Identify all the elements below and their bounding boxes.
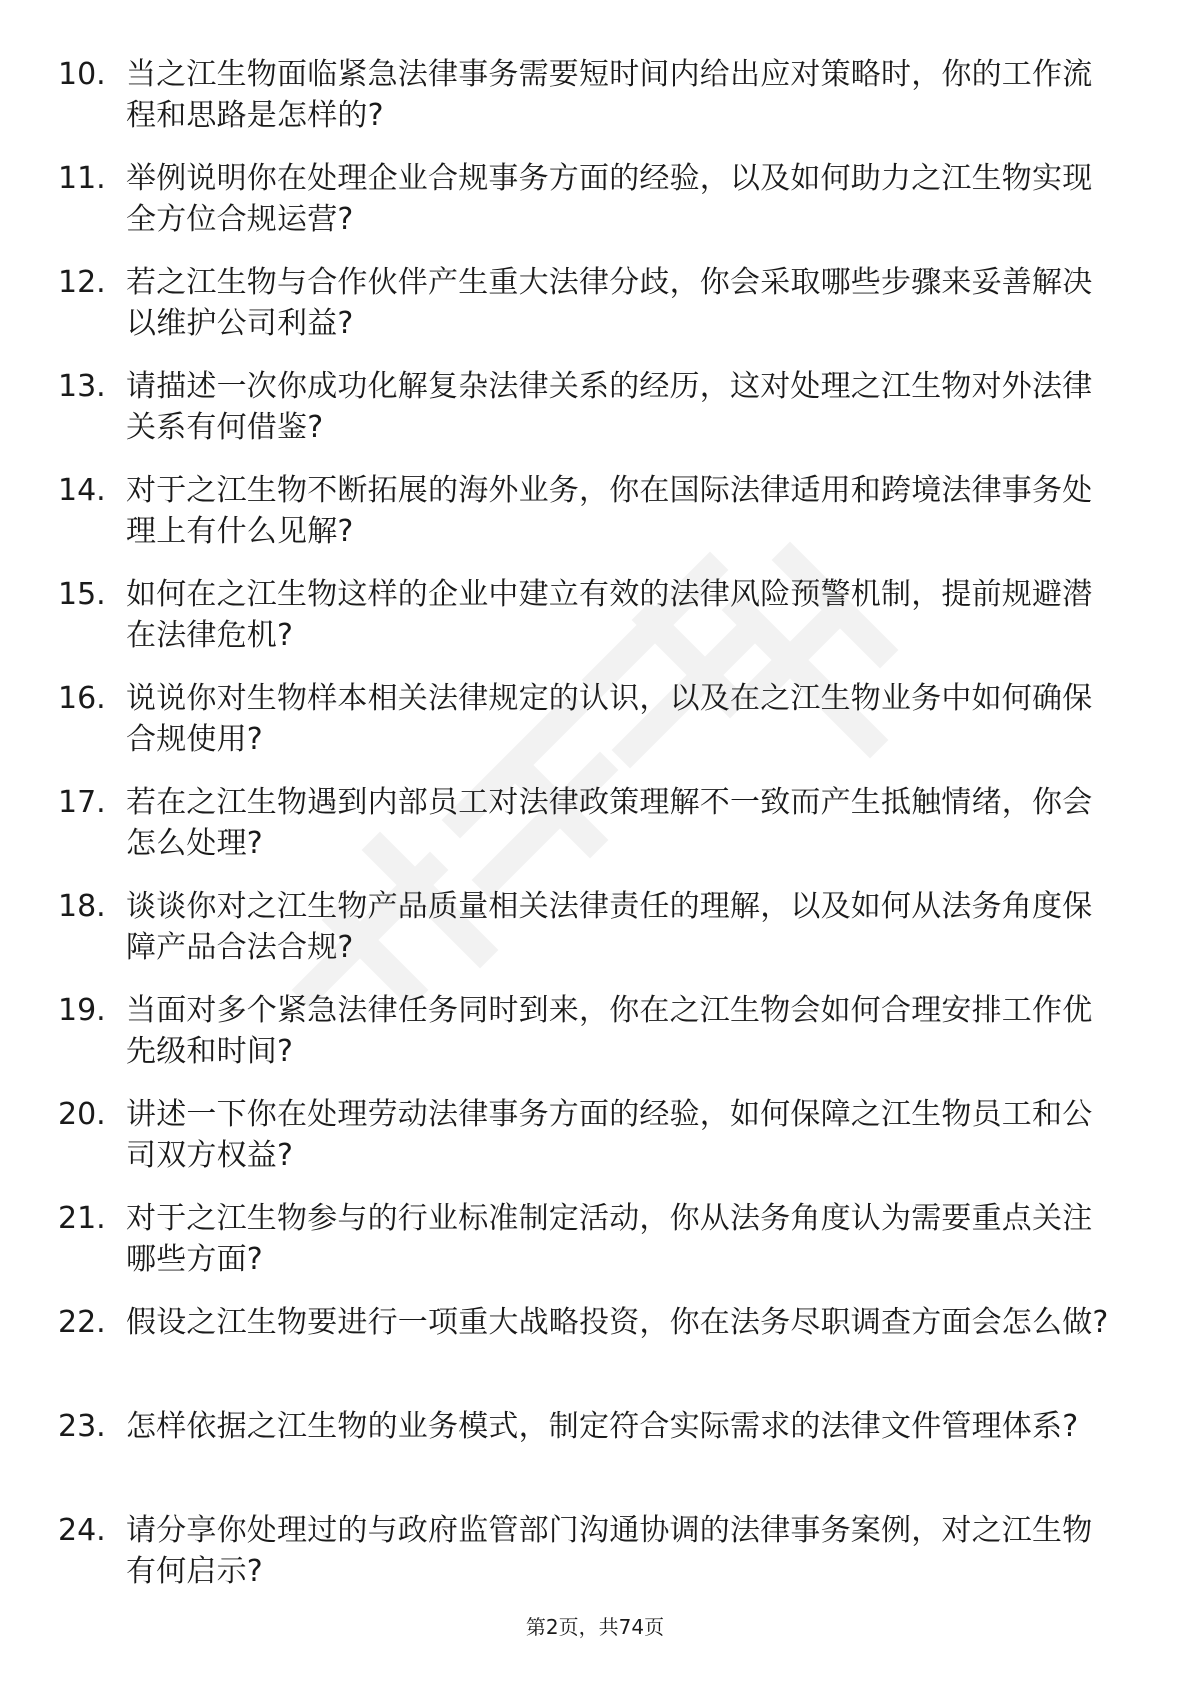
question-text: 假设之江生物要进行一项重大战略投资，你在法务尽职调查方面会怎么做? xyxy=(126,1305,1109,1340)
question-number: 23. xyxy=(58,1409,106,1444)
question-number: 13. xyxy=(58,369,106,404)
question-item xyxy=(58,886,1120,990)
question-text: 若在之江生物遇到内部员工对法律政策理解不一致而产生抵触情绪，你会怎么处理? xyxy=(126,785,1093,861)
page-number-label: 第2页，共74页 xyxy=(525,1615,665,1639)
question-text: 举例说明你在处理企业合规事务方面的经验，以及如何助力之江生物实现全方位合规运营? xyxy=(126,161,1093,237)
question-text: 请分享你处理过的与政府监管部门沟通协调的法律事务案例，对之江生物有何启示? xyxy=(126,1513,1093,1589)
question-item xyxy=(58,1406,1120,1510)
question-text: 如何在之江生物这样的企业中建立有效的法律风险预警机制，提前规避潜在法律危机? xyxy=(126,577,1093,653)
question-number: 17. xyxy=(58,785,106,820)
question-text: 当之江生物面临紧急法律事务需要短时间内给出应对策略时，你的工作流程和思路是怎样的? xyxy=(126,57,1093,133)
question-text: 对于之江生物不断拓展的海外业务，你在国际法律适用和跨境法律事务处理上有什么见解? xyxy=(126,473,1093,549)
question-item xyxy=(58,782,1120,886)
question-item xyxy=(58,262,1120,366)
question-item xyxy=(58,1094,1120,1198)
question-number: 16. xyxy=(58,681,106,716)
question-text: 对于之江生物参与的行业标准制定活动，你从法务角度认为需要重点关注哪些方面? xyxy=(126,1201,1093,1277)
question-list xyxy=(58,54,1120,1614)
question-item xyxy=(58,678,1120,782)
question-item xyxy=(58,366,1120,470)
question-number: 15. xyxy=(58,577,106,612)
question-text: 怎样依据之江生物的业务模式，制定符合实际需求的法律文件管理体系? xyxy=(126,1409,1079,1444)
question-item xyxy=(58,574,1120,678)
question-item xyxy=(58,470,1120,574)
question-number: 11. xyxy=(58,161,106,196)
question-number: 24. xyxy=(58,1513,106,1548)
question-item xyxy=(58,1198,1120,1302)
question-text: 当面对多个紧急法律任务同时到来，你在之江生物会如何合理安排工作优先级和时间? xyxy=(126,993,1093,1069)
question-item xyxy=(58,1510,1120,1614)
question-number: 12. xyxy=(58,265,106,300)
question-number: 20. xyxy=(58,1097,106,1132)
question-number: 18. xyxy=(58,889,106,924)
question-text: 谈谈你对之江生物产品质量相关法律责任的理解，以及如何从法务角度保障产品合法合规? xyxy=(126,889,1093,965)
question-number: 22. xyxy=(58,1305,106,1340)
question-item xyxy=(58,54,1120,158)
question-item xyxy=(58,990,1120,1094)
question-number: 10. xyxy=(58,57,106,92)
question-item xyxy=(58,158,1120,262)
question-text: 请描述一次你成功化解复杂法律关系的经历，这对处理之江生物对外法律关系有何借鉴? xyxy=(126,369,1093,445)
page-footer xyxy=(0,1614,1190,1640)
question-item xyxy=(58,1302,1120,1406)
question-text: 说说你对生物样本相关法律规定的认识，以及在之江生物业务中如何确保合规使用? xyxy=(126,681,1093,757)
question-text: 若之江生物与合作伙伴产生重大法律分歧，你会采取哪些步骤来妥善解决以维护公司利益? xyxy=(126,265,1093,341)
question-text: 讲述一下你在处理劳动法律事务方面的经验，如何保障之江生物员工和公司双方权益? xyxy=(126,1097,1093,1173)
question-number: 21. xyxy=(58,1201,106,1236)
question-number: 19. xyxy=(58,993,106,1028)
question-number: 14. xyxy=(58,473,106,508)
